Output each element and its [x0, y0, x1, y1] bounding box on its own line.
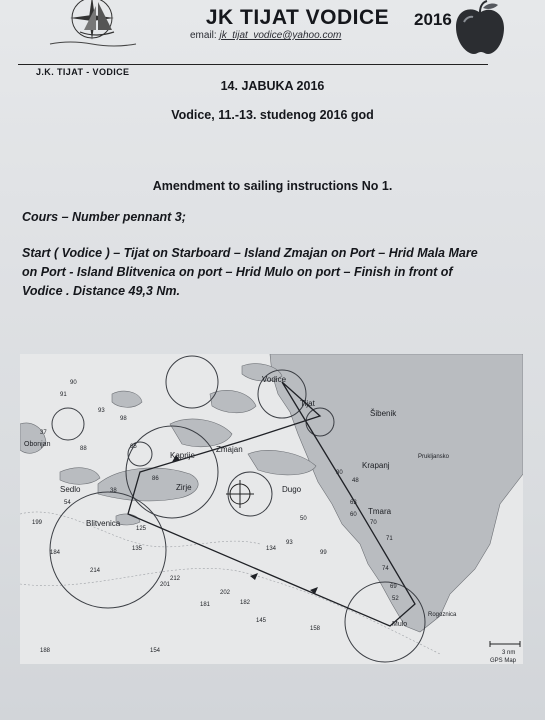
place-zmajan: Zmajan — [216, 445, 243, 454]
depth-sounding: 93 — [286, 540, 293, 546]
zone-circle-blitvenica — [50, 492, 166, 608]
depth-sounding: 52 — [392, 596, 399, 602]
depth-sounding: 88 — [80, 446, 87, 452]
route-line-2: on Port - Island Blitvenica on port – Hrid Mulo on port – Finish in front of — [22, 265, 453, 279]
depth-sounding: 37 — [40, 430, 47, 436]
email-label: email: — [190, 30, 217, 41]
depth-sounding: 154 — [150, 648, 161, 654]
scale-bar — [490, 641, 520, 647]
apple-logo — [450, 0, 508, 58]
course-line: Cours – Number pennant 3; — [22, 210, 186, 224]
depth-sounding: 181 — [200, 602, 211, 608]
place-vodice: Vodice — [262, 375, 287, 384]
depth-sounding: 188 — [40, 648, 51, 654]
place-kaprije: Kaprije — [170, 451, 195, 460]
nautical-chart — [20, 354, 523, 664]
depth-sounding: 48 — [352, 478, 359, 484]
depth-sounding: 54 — [64, 500, 71, 506]
island-zmajan — [210, 390, 256, 412]
header-divider — [18, 64, 488, 65]
depth-sounding: 182 — [240, 600, 251, 606]
depth-sounding: 135 — [132, 546, 143, 552]
depth-sounding: 91 — [60, 392, 67, 398]
event-dates: Vodice, 11.-13. studenog 2016 god — [171, 108, 374, 122]
depth-sounding: 30 — [336, 470, 343, 476]
route-description — [22, 244, 522, 301]
route-line-3: Vodice . Distance 49,3 Nm. — [22, 284, 180, 298]
depth-sounding: 98 — [120, 416, 127, 422]
place-prukljan: Prukljansko — [418, 454, 450, 460]
place-mulo: Mulo — [392, 621, 408, 628]
depth-sounding: 90 — [70, 380, 77, 386]
depth-sounding: 74 — [382, 566, 389, 572]
depth-sounding: 86 — [152, 476, 159, 482]
place-sedlo: Sedlo — [60, 485, 81, 494]
depth-sounding: 70 — [370, 520, 377, 526]
place-tmara: Tmara — [368, 507, 392, 516]
depth-sounding: 38 — [110, 488, 117, 494]
place-blitvenica: Blitvenica — [86, 519, 121, 528]
scale-label: 3 nm — [502, 650, 516, 656]
place-zirje: Zirje — [176, 483, 192, 492]
depth-sounding: 69 — [390, 584, 397, 590]
depth-sounding: 214 — [90, 568, 101, 574]
depth-sounding: 63 — [350, 500, 357, 506]
place-krapanj: Krapanj — [362, 461, 390, 470]
zone-circle-west — [52, 408, 84, 440]
depth-sounding: 145 — [256, 618, 267, 624]
zone-circle-obonjan — [166, 356, 218, 408]
depth-sounding: 65 — [130, 444, 137, 450]
depth-sounding: 212 — [170, 576, 181, 582]
club-tag: J.K. TIJAT - VODICE — [36, 67, 130, 77]
place-obonjan: Obonjan — [24, 441, 51, 448]
depth-sounding: 93 — [98, 408, 105, 414]
place-sibenik: Šibenik — [370, 409, 397, 418]
place-rogoznica: Rogoznica — [428, 612, 457, 618]
email-address: jk_tijat_vodice@yahoo.com — [219, 30, 342, 41]
place-tijat: Tijat — [300, 399, 315, 408]
depth-sounding: 184 — [50, 550, 61, 556]
island-sedlo — [60, 468, 100, 485]
depth-sounding: 158 — [310, 626, 321, 632]
depth-sounding: 125 — [136, 526, 147, 532]
depth-sounding: 201 — [160, 582, 171, 588]
depth-sounding: 202 — [220, 590, 231, 596]
map-credit: GPS Map — [490, 658, 517, 664]
event-year: 2016 — [414, 10, 452, 29]
depth-sounding: 199 — [32, 520, 43, 526]
depth-sounding: 60 — [350, 512, 357, 518]
event-name: 14. JABUKA 2016 — [220, 79, 325, 93]
place-dugo: Dugo — [282, 485, 302, 494]
island-west — [20, 423, 46, 453]
island-kaprije — [170, 419, 232, 447]
amendment-title: Amendment to sailing instructions No 1. — [152, 179, 393, 193]
email-line — [190, 30, 341, 41]
depth-sounding: 99 — [320, 550, 327, 556]
route-line-1: Start ( Vodice ) – Tijat on Starboard – Island Zmajan on Port – Hrid Mala Mare — [22, 246, 478, 260]
depth-sounding: 71 — [386, 536, 393, 542]
island-obonjan — [112, 391, 142, 407]
depth-sounding: 134 — [266, 546, 277, 552]
depth-sounding: 50 — [300, 516, 307, 522]
club-name: JK TIJAT VODICE — [205, 6, 390, 29]
island-dugo — [248, 450, 316, 475]
